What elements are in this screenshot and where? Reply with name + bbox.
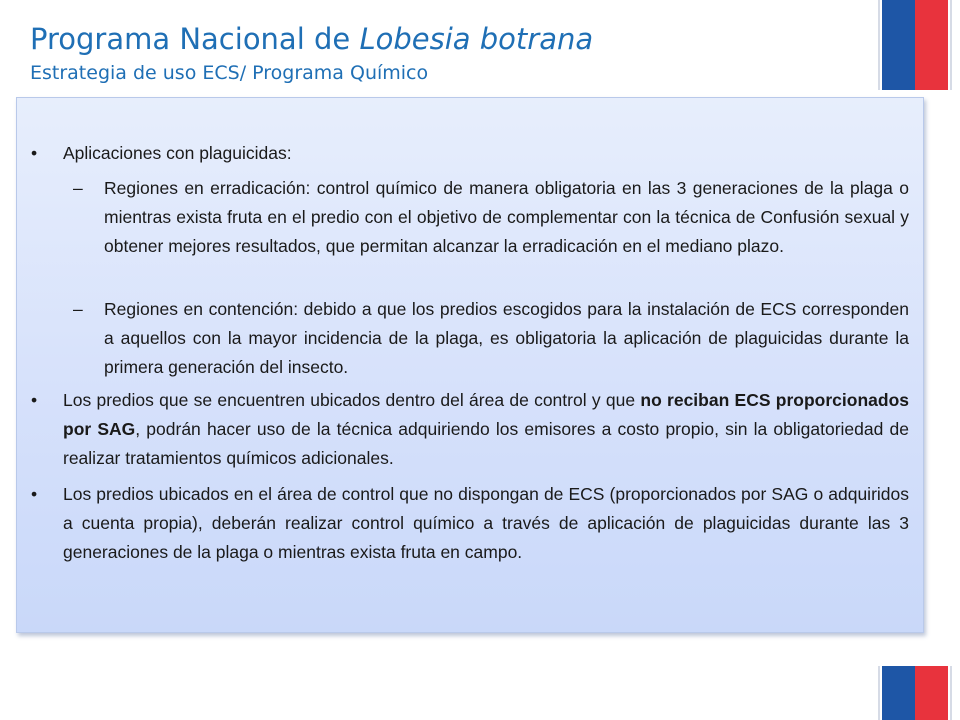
flag-edge-line <box>950 666 952 720</box>
page-subtitle: Estrategia de uso ECS/ Programa Químico <box>30 62 429 84</box>
flag-blue-stripe <box>882 0 915 90</box>
bullet-text: Aplicaciones con plaguicidas: <box>63 143 292 163</box>
content-box <box>16 97 924 633</box>
bullet-icon: • <box>31 390 38 410</box>
bullet-text-bold: no reciban ECS proporcionados por SAG <box>63 390 909 439</box>
bullet-item <box>31 139 909 168</box>
flag-edge-line <box>878 0 880 90</box>
page-title <box>30 22 593 56</box>
flag-edge-line <box>878 666 880 720</box>
sub-bullet-text: Regiones en erradicación: control químico de manera obligatoria en las 3 generaciones de la plaga o mientras exista fruta en el predio con el objetivo de complementar con la técnica de Confusión sexual y obtener mejores resultados, que permitan alcanzar la erradicación en el mediano plazo. <box>104 178 909 256</box>
bullet-text-start: Los predios que se encuentren ubicados dentro del área de control y que <box>63 390 641 410</box>
title-prefix: Programa Nacional de <box>30 22 360 56</box>
bullet-item <box>31 386 909 473</box>
flag-logo-bottom <box>882 666 948 720</box>
bullet-item <box>31 480 909 567</box>
sub-bullet-item <box>73 295 909 382</box>
bullet-text: Los predios ubicados en el área de control que no dispongan de ECS (proporcionados por SAG o adquiridos a cuenta propia), deberán realizar control químico a través de aplicación de plaguicidas durante las 3 generaciones de la plaga o mientras exista fruta en campo. <box>63 484 909 562</box>
flag-blue-stripe <box>882 666 915 720</box>
bullet-text-end: , podrán hacer uso de la técnica adquiriendo los emisores a costo propio, sin la obligatoriedad de realizar tratamientos químicos adicionales. <box>63 419 909 468</box>
bullet-icon: • <box>31 143 38 163</box>
flag-red-stripe <box>915 666 948 720</box>
sub-bullet-item <box>73 174 909 261</box>
flag-red-stripe <box>915 0 948 90</box>
dash-icon: – <box>73 178 83 198</box>
dash-icon: – <box>73 299 83 319</box>
flag-edge-line <box>950 0 952 90</box>
flag-logo-top <box>882 0 948 90</box>
sub-bullet-text: Regiones en contención: debido a que los predios escogidos para la instalación de ECS corresponden a aquellos con la mayor incidencia de la plaga, es obligatoria la aplicación de plaguicidas durante la primera generación del insecto. <box>104 299 909 377</box>
bullet-icon: • <box>31 484 38 504</box>
title-species: Lobesia botrana <box>359 22 594 56</box>
